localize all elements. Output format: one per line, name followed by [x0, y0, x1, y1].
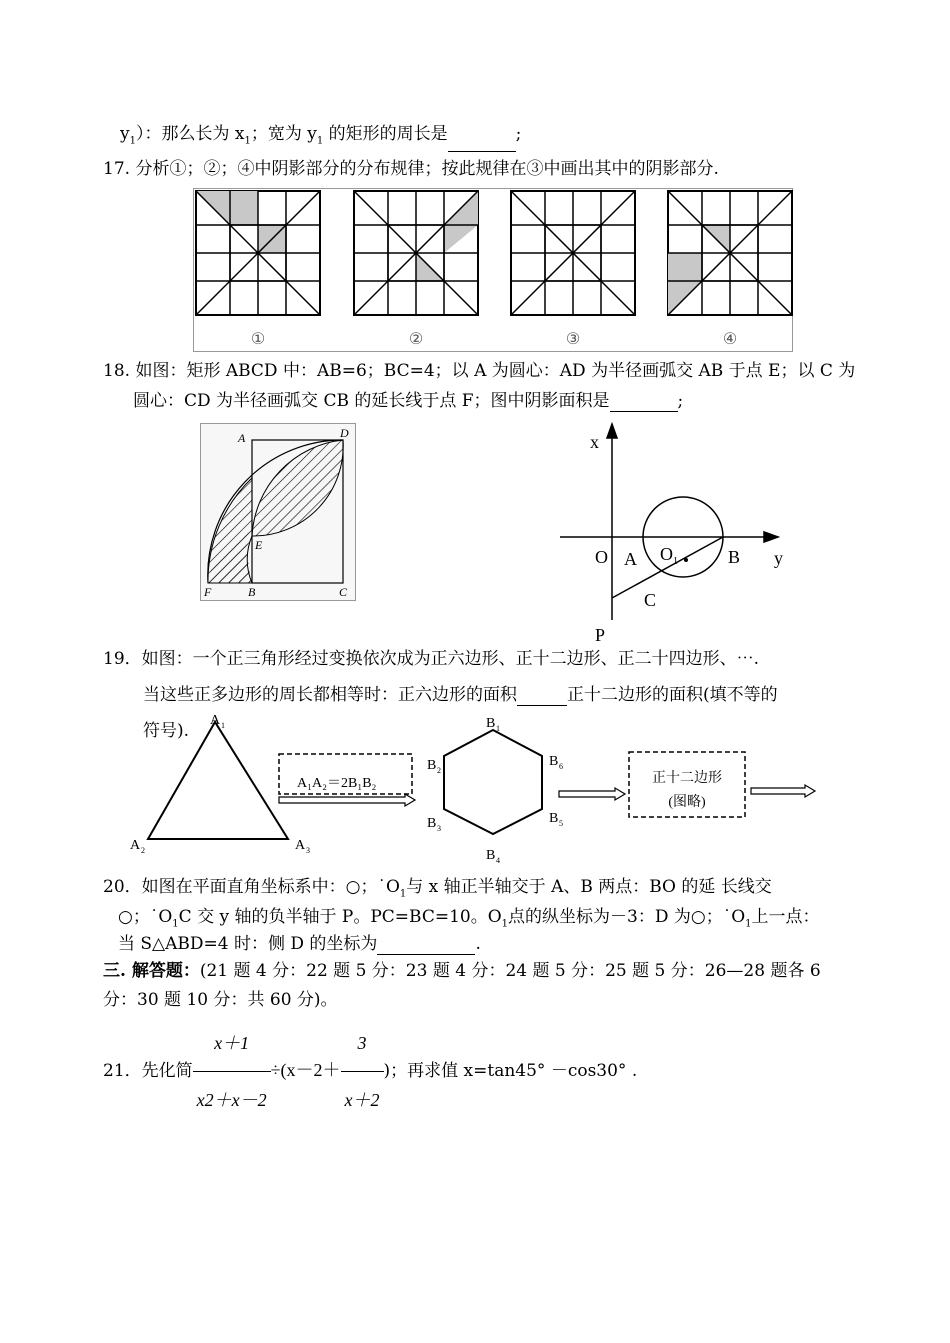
svg-text:1: 1 — [496, 724, 500, 733]
svg-text:B: B — [549, 754, 559, 769]
svg-text:B: B — [486, 848, 496, 863]
fraction-1: $\frac{x+1}{x2+x-2}$ — [193, 1015, 271, 1128]
svg-text:(图略): (图略) — [668, 795, 706, 810]
svg-text:2: 2 — [437, 766, 441, 775]
svg-text:③: ③ — [565, 331, 581, 348]
svg-text:A: A — [624, 549, 637, 569]
svg-text:C: C — [644, 590, 657, 610]
answer-blank — [448, 133, 516, 152]
svg-text:y: y — [774, 548, 783, 568]
fraction-2: $\frac{3}{x+2}$ — [341, 1015, 384, 1128]
q20-line2: ○；$˙O_1C$ 交 y 轴的负半轴于 P。PC=BC=10。$O_1$点的纵坐标为－3：D 为○；$˙O_1$上一点： — [118, 907, 820, 930]
svg-text:6: 6 — [559, 762, 563, 771]
svg-text:x: x — [590, 432, 599, 452]
svg-text:E: E — [255, 538, 263, 552]
svg-text:O1: $O_1$ — [660, 544, 678, 567]
svg-text:3: 3 — [437, 824, 441, 833]
svg-text:4: 4 — [496, 856, 500, 865]
q17-text: 17. 分析①；②；④中阴影部分的分布规律；按此规律在③中画出其中的阴影部分. — [103, 159, 719, 179]
section3-header: 三. 解答题：(21 题 4 分：22 题 5 分：23 题 4 分：24 题 5 分：25 题 5 分：26—28 题各 6 — [103, 961, 821, 981]
svg-text:5: 5 — [559, 819, 563, 828]
q18-line2: 圆心：CD 为半径画弧交 CB 的延长线于点 F；图中阴影面积是 ; — [133, 391, 684, 411]
answer-blank — [610, 393, 678, 412]
svg-text:B: B — [427, 758, 437, 773]
svg-text:④: ④ — [722, 331, 738, 348]
svg-text:B: B — [427, 816, 437, 831]
q20-coordinate-figure — [560, 420, 800, 648]
q20-line1: 20．如图在平面直角坐标系中：○；$˙O_1$与 x 轴正半轴交于 A、B 两点：BO 的延 长线交 — [103, 877, 772, 900]
answer-blank — [377, 936, 475, 955]
q19-line1: 19．如图：一个正三角形经过变换依次成为正六边形、正十二边形、正二十四边形、⋯. — [103, 649, 760, 669]
svg-text:A: A — [238, 431, 246, 445]
svg-text:B: B — [486, 716, 496, 731]
answer-blank — [517, 687, 567, 706]
q19-line3: 符号). — [143, 721, 190, 741]
q21-line: 21．先化简 $\frac{x+1}{x2+x-2}$ ÷(x－2＋ $\frac{3}{x+2}$ )；再求值 x=tan45° －cos30° . — [103, 1015, 637, 1071]
section3-line2: 分：30 题 10 分：共 60 分)。 — [103, 990, 338, 1010]
q20-line3: 当 S△ABD=4 时：侧 D 的坐标为 . — [118, 934, 481, 954]
svg-text:B: B — [248, 585, 256, 599]
pattern-1 — [196, 191, 320, 348]
svg-text:A: A — [210, 713, 221, 728]
svg-text:B: B — [549, 811, 559, 826]
svg-text:A: A — [295, 838, 306, 853]
q18-line1: 18. 如图：矩形 ABCD 中：AB=6；BC=4；以 A 为圆心：AD 为半径画弧交 AB 于点 E；以 C 为 — [103, 361, 856, 381]
q19-figure — [125, 712, 825, 867]
svg-text:D: D — [340, 426, 349, 440]
svg-text:2: 2 — [141, 846, 145, 855]
q19-line2: 当这些正多边形的周长都相等时：正六边形的面积 正十二边形的面积(填不等的 — [143, 685, 778, 705]
svg-text:A: A — [130, 838, 141, 853]
svg-text:②: ② — [408, 331, 424, 348]
svg-text:F: F — [204, 585, 212, 599]
q16-tail: $y_1$）：那么长为 $x_1$；宽为 $y_1$ 的矩形的周长是 ; — [120, 123, 521, 152]
svg-text:3: 3 — [306, 846, 310, 855]
svg-text:①: ① — [250, 331, 266, 348]
svg-text:O: O — [595, 547, 608, 567]
svg-text:正十二边形: 正十二边形 — [652, 771, 722, 786]
q18-figure — [200, 423, 356, 601]
svg-text:1: 1 — [221, 721, 225, 730]
svg-text:P: P — [595, 625, 606, 645]
svg-text:C: C — [339, 585, 348, 599]
svg-text:B: B — [728, 547, 741, 567]
svg-text:A₁A₂＝2B₁B₂: A₁A₂＝2B₁B₂ — [297, 776, 377, 791]
q17-figure — [193, 188, 793, 352]
